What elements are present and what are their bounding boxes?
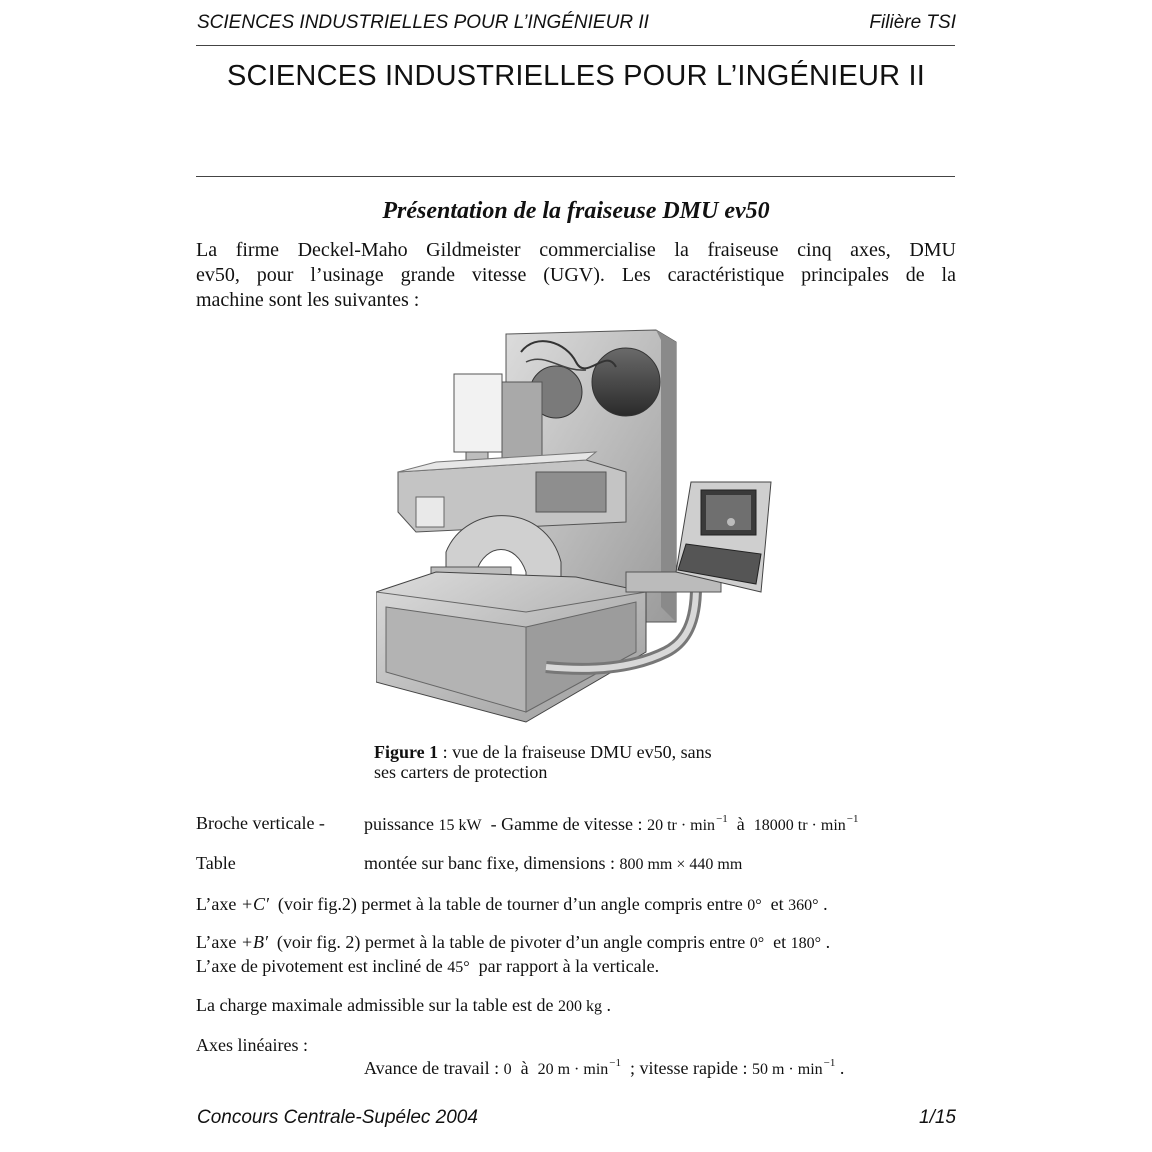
spec-axe-c-text-1: L’axe [196,894,241,914]
spec-broche-label: Broche verticale - [196,813,325,833]
spec-axe-c-text-4: . [818,894,828,914]
spec-table-label: Table [196,853,236,873]
spec-axes-feed-min: 0 [503,1061,512,1078]
spec-axes-text-3: ; vitesse rapide : [621,1058,752,1078]
spec-charge-text-2: . [602,995,612,1015]
spec-axe-c-text-2: (voir fig.2) permet à la table de tourner d’un angle compris entre [268,894,748,914]
spec-axe-c-text-3: et [761,894,789,914]
figure-caption-text-2: ses carters de protection [374,762,548,782]
spec-axe-c-angle-min: 0° [747,897,762,914]
spec-axes-feed-max: 20 m · min [537,1061,609,1078]
spec-axes-text-2: à [511,1058,538,1078]
spec-axe-b-text-4: . [821,932,831,952]
spec-broche-exp-2: −1 [846,813,859,825]
spec-table-dims: 800 mm × 440 mm [619,856,743,873]
spec-axes-text-4: . [835,1058,845,1078]
spec-axe-b-text-2: (voir fig. 2) permet à la table de pivoter d’un angle compris entre [267,932,750,952]
spec-axe-c-angle-max: 360° [788,897,819,914]
spec-axe-b-angle-max: 180° [790,935,822,952]
intro-line-2: ev50, pour l’usinage grande vitesse (UGV). Les caractéristique principales de la [196,264,956,286]
spec-broche-exp-1: −1 [716,813,728,825]
spec-charge [196,995,611,1016]
intro-line-3: machine sont les suivantes : [196,289,420,311]
spec-axes-exp-1: −1 [609,1057,621,1069]
spec-pivot [196,956,659,977]
spec-charge-mass: 200 kg [558,998,603,1015]
spec-axes-rapid: 50 m · min [751,1061,823,1078]
spec-axe-b-axis: +B′ [240,932,268,952]
intro-paragraph [196,238,956,313]
spec-table-text: montée sur banc fixe, dimensions : [364,853,620,873]
footer-page-number: 1/15 [919,1107,956,1128]
header-rule [196,45,955,46]
spec-axes-exp-2: −1 [823,1057,836,1069]
milling-machine-photo [376,322,776,734]
spec-axe-c-axis: +C′ [240,894,269,914]
spec-table [196,853,743,874]
spec-broche-speed-max: 18000 tr · min [753,817,846,834]
spec-broche-text-3: à [727,814,754,834]
spec-pivot-text-1: L’axe de pivotement est incliné de [196,956,448,976]
running-header-title: SCIENCES INDUSTRIELLES POUR L’INGÉNIEUR II [197,12,649,33]
spec-pivot-text-2: par rapport à la verticale. [469,956,660,976]
figure-caption-text-1: : vue de la fraiseuse DMU ev50, sans [438,742,712,762]
spec-broche-speed-min: 20 tr · min [647,817,716,834]
intro-line-1: La firme Deckel-Maho Gildmeister commercialise la fraiseuse cinq axes, DMU [196,239,956,261]
spec-broche-text-2: - Gamme de vitesse : [481,814,648,834]
spec-axe-b-text-1: L’axe [196,932,241,952]
spec-charge-text-1: La charge maximale admissible sur la table est de [196,995,559,1015]
spec-broche-text-1: puissance [364,814,439,834]
spec-axe-b-angle-min: 0° [749,935,765,952]
section-title: Présentation de la fraiseuse DMU ev50 [382,198,770,224]
title-rule [196,176,955,177]
spec-axe-c [196,894,828,915]
spec-broche [196,813,859,834]
spec-axes-text-1: Avance de travail : [364,1058,504,1078]
spec-axes-lineaires [364,1057,844,1079]
spec-axe-b-text-3: et [764,932,791,952]
figure-label: Figure 1 [374,742,439,762]
spec-axes-lineaires-label: Axes linéaires : [196,1035,308,1055]
figure-caption [374,742,712,782]
document-title: SCIENCES INDUSTRIELLES POUR L’INGÉNIEUR II [226,60,926,92]
spec-axe-b [196,932,830,953]
footer-contest: Concours Centrale-Supélec 2004 [197,1107,478,1128]
spec-broche-power: 15 kW [438,817,482,834]
spec-pivot-angle: 45° [447,959,470,976]
running-header-track: Filière TSI [869,12,956,33]
